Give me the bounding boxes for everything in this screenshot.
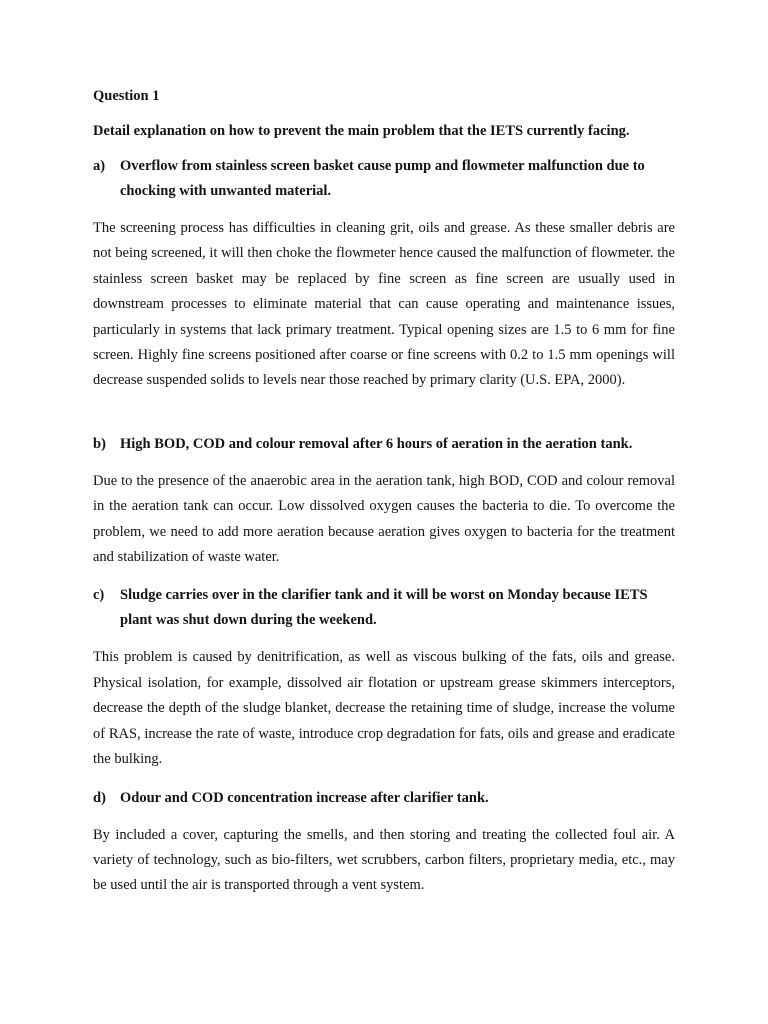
section-a-body: The screening process has difficulties in cleaning grit, oils and grease. As these smaller debris are not being screened, it will then choke the flowmeter hence caused the malfunction of flowmeter. the stainless screen basket may be replaced by fine screen as fine screen are usually used in downstream processes to eliminate material that can cause operating and maintenance issues, particularly in systems that lack primary treatment. Typical opening sizes are 1.5 to 6 mm for fine screen. Highly fine screens positioned after coarse or fine screens with 0.2 to 1.5 mm openings will decrease suspended solids to levels near those reached by primary clarity (U.S. EPA, 2000). (93, 220, 675, 389)
section-b-heading (93, 432, 675, 457)
section-d-body: By included a cover, capturing the smells, and then storing and treating the collected foul air. A variety of technology, such as bio-filters, wet scrubbers, carbon filters, proprietary media, etc., may be used until the air is transported through a vent system. (93, 826, 675, 894)
section-c-heading (93, 583, 675, 633)
question-title: Question 1 (93, 88, 160, 104)
section-c-letter: c) (93, 587, 105, 604)
section-a-letter: a) (93, 158, 106, 174)
intro-heading: Detail explanation on how to prevent the main problem that the IETS currently facing. (93, 123, 630, 139)
section-d-heading (93, 786, 675, 811)
section-b-heading-text: High BOD, COD and colour removal after 6 hours of aeration in the aeration tank. (120, 435, 633, 452)
section-d-heading-text: Odour and COD concentration increase after clarifier tank. (120, 789, 489, 806)
document-page (93, 86, 675, 899)
section-a-heading-text: Overflow from stainless screen basket cause pump and flowmeter malfunction due to chocking with unwanted material. (120, 158, 645, 199)
section-b-letter: b) (93, 435, 106, 452)
section-a-heading (93, 154, 675, 204)
section-b-body: Due to the presence of the anaerobic area in the aeration tank, high BOD, COD and colour removal in the aeration tank can occur. Low dissolved oxygen causes the bacteria to die. To overcome the problem, we need to add more aeration because aeration gives oxygen to bacteria for the treatment and stabilization of waste water. (93, 472, 675, 566)
section-c-heading-text: Sludge carries over in the clarifier tank and it will be worst on Monday because IETS plant was shut down during the weekend. (120, 587, 648, 629)
section-c-body: This problem is caused by denitrification, as well as viscous bulking of the fats, oils and grease. Physical isolation, for example, dissolved air flotation or upstream grease skimmers interceptors, decrease the depth of the sludge blanket, decrease the retaining time of sludge, increase the volume of RAS, increase the rate of waste, introduce crop degradation for fats, oils and grease and eradicate the bulking. (93, 649, 675, 768)
section-d-letter: d) (93, 789, 106, 806)
